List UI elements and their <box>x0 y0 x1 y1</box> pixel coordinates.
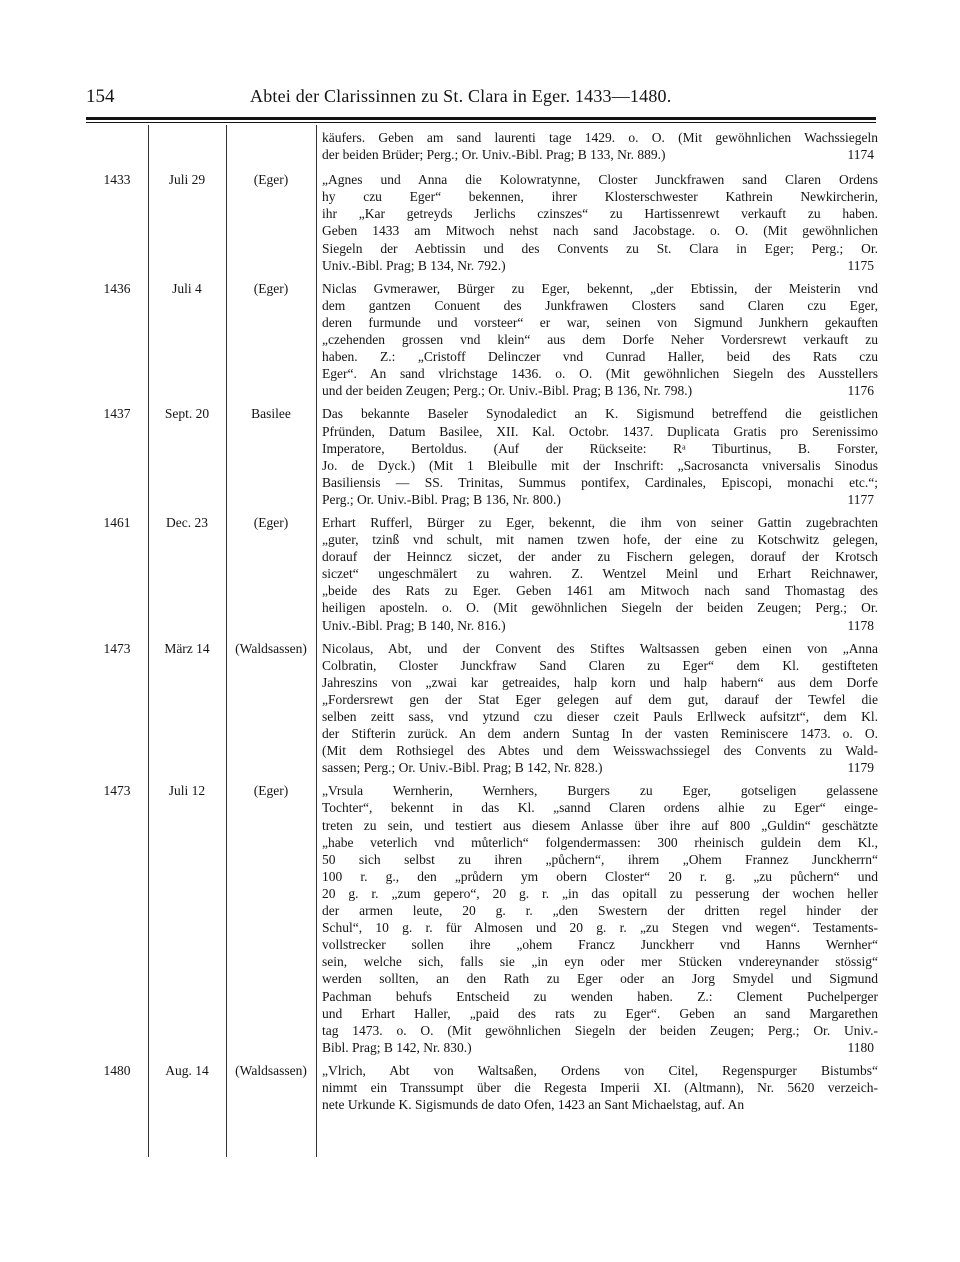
entry-text-line-content: Schul“, 10 g. r. für Almosen und 20 g. r. „zu Stegen vnd wegen“. Testaments- <box>322 920 878 936</box>
entry-text-line <box>322 817 878 834</box>
entry-text-line <box>322 885 878 902</box>
regest-number: 1178 <box>847 617 874 633</box>
entry-text <box>322 405 878 508</box>
regest-number: 1177 <box>847 491 874 507</box>
entry-text-line-content: Jahreszins von „zwai kar getreaides, halp korn und halp habern“ aus dem Dorfe <box>322 674 878 690</box>
entry-place: (Eger) <box>253 514 289 530</box>
entry-text-line <box>322 640 878 657</box>
entry-text <box>322 1062 878 1113</box>
entry-text-line <box>322 565 878 582</box>
entry-text-line-content: Perg.; Or. Univ.-Bibl. Prag; B 136, Nr. 800.) <box>322 491 561 507</box>
regest-number: 1176 <box>847 383 874 399</box>
entry-text-line <box>322 365 878 382</box>
entry-text-line <box>322 531 878 548</box>
entry-text-line-content: dorauf der Heinncz siczet, der ander zu Fischern gelegen, dorauf der Krotsch <box>322 549 878 565</box>
entry-text-line-content: Das bekannte Baseler Synodaledict an K. Sigismund betreffend die geistlichen <box>322 406 878 422</box>
entry-text-line-content: 20 g. r. „zum gepero“, 20 g. r. „in das opitall zu pesserung der wochen heller <box>322 885 878 901</box>
entry-text-line <box>322 759 878 776</box>
entry-text-line <box>322 171 878 188</box>
entry-place: (Eger) <box>253 783 289 799</box>
entry-text-line <box>322 257 878 274</box>
entry-text-line <box>322 548 878 565</box>
entry-text-line <box>322 782 878 799</box>
entry-text-line-content: hy czu Eger“ bekennen, ihrer Klosterschwester Kathrein Newkircherin, <box>322 189 878 205</box>
entry-text-line <box>322 1062 878 1079</box>
entry-text-line <box>322 834 878 851</box>
entry-text-line <box>322 657 878 674</box>
entry-text-line-content: und der beiden Zeugen; Perg.; Or. Univ.-Bibl. Prag; B 136, Nr. 798.) <box>322 383 693 399</box>
running-title: Abtei der Clarissinnen zu St. Clara in Eger. 1433—1480. <box>250 86 672 106</box>
entry-text-line-content: nete Urkunde K. Sigismunds de dato Ofen, 1423 an Sant Michaelstag, auf. An <box>322 1097 745 1113</box>
regest-entry <box>86 405 878 508</box>
entry-date: März 14 <box>164 640 210 656</box>
entry-text-line <box>322 1039 878 1056</box>
entry-date: Sept. 20 <box>164 406 210 422</box>
entry-text-line <box>322 936 878 953</box>
entry-text-line-content: Eger“. An sand vlrichstage 1436. o. O. (Mit gewöhnlichen Siegeln des Ausstellers <box>322 366 878 382</box>
entry-text-line <box>322 314 878 331</box>
entry-text-line-content: der beiden Brüder; Perg.; Or. Univ.-Bibl. Prag; B 133, Nr. 889.) <box>322 147 666 163</box>
entry-text-line <box>322 457 878 474</box>
entry-text-line-content: der armen leute, 20 g. r. „den Swestern der dritten regel hinder der <box>322 903 878 919</box>
entry-text-line <box>322 617 878 634</box>
entry-text-line <box>322 902 878 919</box>
entry-text-line <box>322 919 878 936</box>
entry-text-line-content: der Stifterin zurück. An dem andern Suntag In der vasten Reminiscere 1473. o. O. <box>322 726 878 742</box>
entry-text-line <box>322 474 878 491</box>
entry-text-line <box>322 674 878 691</box>
entry-text-line-content: „Agnes und Anna die Kolowratynne, Closter Junckfrawen sand Claren Ordens <box>322 172 878 188</box>
entry-text-line <box>322 691 878 708</box>
page-header <box>86 86 876 112</box>
entry-text <box>322 129 878 163</box>
entry-text-line <box>322 188 878 205</box>
entry-date <box>148 129 226 130</box>
entry-text-line <box>322 297 878 314</box>
header-rule-thin <box>86 122 876 123</box>
entry-date: Dec. 23 <box>166 514 208 530</box>
entry-text-line-content: werden sollten, an den Rath zu Eger oder an Jorg Smydel und Sigmund <box>322 971 878 987</box>
entry-text-line-content: sein, welche sich, falls sie „in eyn oder mer Stücken vndereynander stössig“ <box>322 954 878 970</box>
entry-text <box>322 171 878 274</box>
regest-number: 1175 <box>847 257 874 273</box>
entry-text-line-content: „Fordersrewt gen der Stat Eger gelegen auf dem gut, darauf der Tewfel die <box>322 691 878 707</box>
entry-text-line <box>322 725 878 742</box>
entry-place: (Eger) <box>253 280 289 296</box>
entry-text-line-content: „beide des Rats zu Eger. Geben 1461 am Mitwoch nach sand Thomastag des <box>322 583 878 599</box>
entry-text-line-content: „guter, tzinß vnd schult, mit namen tzwen hofe, der eine zu Kotschwitz gelegen, <box>322 532 878 548</box>
entry-text-line <box>322 1005 878 1022</box>
header-rule-thick <box>86 117 876 120</box>
entry-text-line-content: Jo. de Dyck.) (Mit 1 Bleibulle mit der Inschrift: „Sacrosancta vniversalis Sinodus <box>322 457 878 473</box>
entry-year: 1436 <box>103 280 131 296</box>
entry-text-line-content: heiligen aposteln. o. O. (Mit gewöhnlichen Siegeln der beiden Zeugen; Perg.; Or. <box>322 600 878 616</box>
entry-text-line-content: siczet“ ungeschmälert zu wahren. Z. Wentzel Meinl und Erhart Reichnawer, <box>322 566 878 582</box>
entry-place <box>226 129 316 130</box>
entry-text-line-content: „Vlrich, Abt von Waltsaßen, Ordens von Citel, Regenspurger Bistumbs“ <box>322 1062 878 1078</box>
entry-text-line <box>322 953 878 970</box>
entry-text-line-content: Erhart Rufferl, Bürger zu Eger, bekennt, die ihm von seiner Gattin zugebrachten <box>322 514 878 530</box>
entry-text-line <box>322 382 878 399</box>
entry-text-line <box>322 1022 878 1039</box>
entry-text-line-content: tag 1473. o. O. (Mit gewöhnlichen Siegeln der beiden Zeugen; Perg.; Or. Univ.- <box>322 1022 878 1038</box>
entry-year: 1473 <box>103 640 131 656</box>
entry-text-line-content: Pachman behufs Entscheid zu wenden haben. Z.: Clement Puchelperger <box>322 988 878 1004</box>
entry-text-line <box>322 582 878 599</box>
entry-text-line-content: Niclas Gvmerawer, Bürger zu Eger, bekennt, „der Ebtissin, der Meisterin vnd <box>322 280 878 296</box>
entry-place: (Waldsassen) <box>235 640 307 656</box>
entry-year: 1473 <box>103 783 131 799</box>
entry-text-line-content: Univ.-Bibl. Prag; B 134, Nr. 792.) <box>322 257 506 273</box>
entry-text-line-content: 100 r. g., den „průdern ym obern Closter“ 20 r. g. „zu půchern“ und <box>322 868 878 884</box>
entry-text-line <box>322 348 878 365</box>
entry-text-line-content: käufers. Geben am sand laurenti tage 1429. o. O. (Mit gewöhnlichen Wachssiegeln <box>322 130 878 145</box>
entry-text-line <box>322 514 878 531</box>
entry-text-line <box>322 423 878 440</box>
entry-text-line-content: „habe veterlich vnd můterlich“ folgendermassen: 300 rheinisch guldein dem Kl., <box>322 834 878 850</box>
entry-text-line-content: ihr „Kar getreyds Jerlichs czinszes“ zu Hartissenrewt verkauft zu haben. <box>322 206 878 222</box>
entry-text-line <box>322 491 878 508</box>
regest-entry <box>86 171 878 274</box>
regest-number: 1180 <box>847 1039 874 1055</box>
page-number: 154 <box>86 86 115 107</box>
entry-text-line-content: Imperatore, Bertoldus. (Auf der Rückseite: Rᵃ Tiburtinus, B. Forster, <box>322 440 878 456</box>
entry-text-line <box>322 440 878 457</box>
entry-text-line <box>322 240 878 257</box>
entry-text-line <box>322 599 878 616</box>
entry-text-line <box>322 742 878 759</box>
entry-place: Basilee <box>251 406 291 422</box>
entry-year: 1461 <box>103 514 131 530</box>
entry-text-line-content: Siegeln der Aebtissin und des Convents zu St. Clara in Eger; Perg.; Or. <box>322 240 878 256</box>
entry-text-line <box>322 205 878 222</box>
entry-text-line-content: vollstrecker sollen ihre „ohem Francz Junckherr vnd Hanns Wernher“ <box>322 937 878 953</box>
entry-year: 1437 <box>103 406 131 422</box>
entry-text-line <box>322 280 878 297</box>
regest-number: 1174 <box>847 147 874 163</box>
entry-text-line-content: „Vrsula Wernherin, Wernhers, Burgers zu Eger, gotseligen gelassene <box>322 783 878 799</box>
entry-text-line-content: dem gantzen Conuent des Junkfrawen Closters sand Claren czu Eger, <box>322 297 878 313</box>
entry-text-line <box>322 405 878 422</box>
regest-table <box>86 129 878 1113</box>
entry-text-line <box>322 799 878 816</box>
regest-entry <box>86 514 878 634</box>
entry-year <box>86 129 148 130</box>
entry-place: (Eger) <box>253 172 289 188</box>
entry-text <box>322 782 878 1056</box>
entry-text <box>322 514 878 634</box>
entry-text-line-content: deren furmunde und vorsteer“ er war, seinen von Sigmund Junkhern gekauften <box>322 314 878 330</box>
entry-text-line-content: selben zeitt sass, vnd ytzund czu dieser czeit Pauls Erllweck aufsitzt“, dem Kl. <box>322 709 878 724</box>
entry-text-line-content: und Erhart Haller, „paid des rats zu Eger“. Geben an sand Margarethen <box>322 1005 878 1021</box>
entry-text-line-content: haben. Z.: „Cristoff Delinczer vnd Cunrad Haller, beid des Rats czu <box>322 349 878 365</box>
regest-entry <box>86 280 878 400</box>
entry-place: (Waldsassen) <box>235 1062 307 1078</box>
entry-text-line-content: (Mit dem Rothsiegel des Abtes und dem Weisswachssiegel des Convents zu Wald- <box>322 743 878 759</box>
entry-text-line-content: Nicolaus, Abt, und der Convent des Stiftes Waltsassen geben einen von „Anna <box>322 640 878 656</box>
entry-text-line <box>322 708 878 725</box>
regest-entry <box>86 640 878 777</box>
entry-text-line <box>322 988 878 1005</box>
regest-entry <box>86 1062 878 1113</box>
entry-date: Juli 12 <box>168 783 206 799</box>
entry-text-line <box>322 129 878 146</box>
entry-date: Juli 29 <box>168 172 206 188</box>
entry-text-line-content: Bibl. Prag; B 142, Nr. 830.) <box>322 1039 472 1055</box>
entry-text <box>322 640 878 777</box>
entry-text-line <box>322 331 878 348</box>
entry-text-line <box>322 146 878 163</box>
entry-text-line-content: sassen; Perg.; Or. Univ.-Bibl. Prag; B 142, Nr. 828.) <box>322 760 603 776</box>
entry-text-line-content: treten zu sein, und testiert aus diesem Anlasse über ihre auf 800 „Guldin“ geschätzte <box>322 817 878 833</box>
entry-text-line <box>322 868 878 885</box>
entry-text-line-content: Tochter“, bekennt in das Kl. „sannd Claren ordens alhie zu Eger“ einge- <box>322 800 878 816</box>
entry-text-line <box>322 851 878 868</box>
entry-text <box>322 280 878 400</box>
regest-entry <box>86 782 878 1056</box>
entry-text-line-content: „czehenden grossen vnd klein“ aus dem Dorfe Neher Vordersrewt verkauft zu <box>322 332 878 348</box>
entry-year: 1433 <box>103 172 131 188</box>
entry-text-line <box>322 1079 878 1096</box>
regest-number: 1179 <box>847 760 874 776</box>
entry-text-line-content: Pfründen, Datum Basilee, XII. Kal. Octobr. 1437. Duplicata Gratis pro Serenissimo <box>322 423 878 439</box>
entry-year: 1480 <box>103 1062 131 1078</box>
entry-date: Aug. 14 <box>165 1062 209 1078</box>
entry-text-line <box>322 970 878 987</box>
entry-text-line <box>322 222 878 239</box>
regest-entry <box>86 129 878 163</box>
entry-text-line-content: Colbratin, Closter Junckfraw Sand Claren zu Eger“ dem Kl. gestifteten <box>322 657 878 673</box>
entry-text-line-content: Basiliensis — SS. Trinitas, Summus pontifex, Cardinales, Episcopi, monachi etc.“; <box>322 474 878 490</box>
entry-text-line-content: Univ.-Bibl. Prag; B 140, Nr. 816.) <box>322 617 506 633</box>
entry-text-line-content: 50 sich selbst zu ihren „půchern“, ihrem „Ohem Frannez Junckherrn“ <box>322 851 878 867</box>
entry-text-line-content: nimmt ein Transsumpt über die Regesta Imperii XI. (Altmann), Nr. 5620 verzeich- <box>322 1079 878 1095</box>
entry-date: Juli 4 <box>172 280 202 296</box>
entry-text-line <box>322 1096 878 1113</box>
entry-text-line-content: Geben 1433 am Mitwoch nehst nach sand Jacobstage. o. O. (Mit gewöhnlichen <box>322 223 878 239</box>
